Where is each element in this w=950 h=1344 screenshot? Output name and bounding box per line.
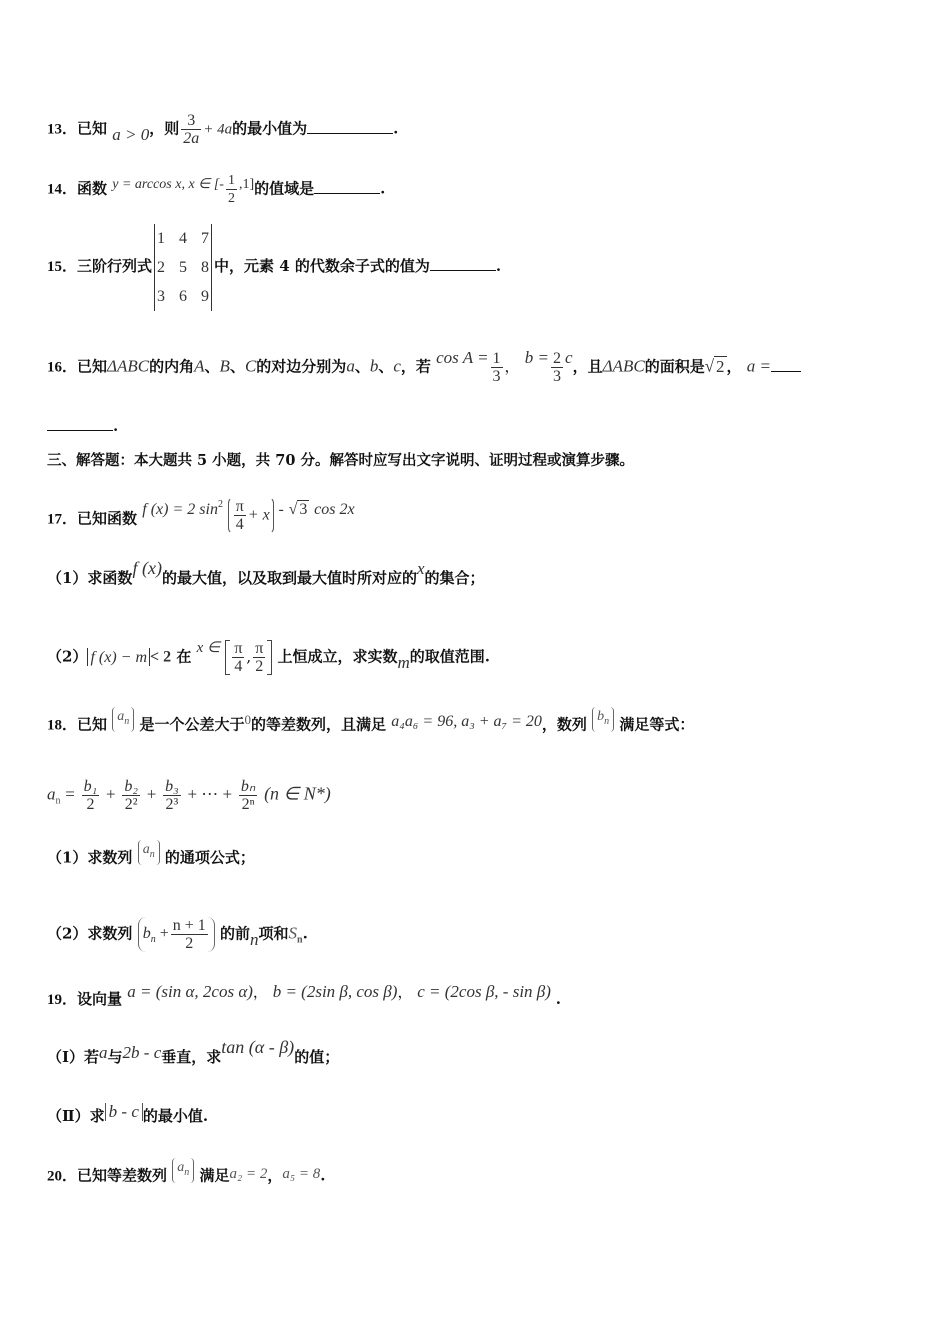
math-expression: < 2 xyxy=(150,648,172,666)
part-label: （2） xyxy=(47,647,88,666)
math-triangle: ΔABC xyxy=(107,356,150,376)
sequence-braces xyxy=(138,917,215,952)
question-15 xyxy=(47,222,501,311)
math-operator: = xyxy=(65,784,75,804)
matrix-cell: 2 xyxy=(157,258,166,276)
punctuation: . xyxy=(113,417,119,435)
fraction-numerator: b₂ xyxy=(124,778,138,795)
separator: ， xyxy=(252,983,268,1001)
sqrt-expression: √ 3 xyxy=(288,500,308,518)
math-var: a xyxy=(177,1160,185,1175)
math-expression: 2b - c xyxy=(122,1043,162,1062)
question-text: 已知 xyxy=(77,119,108,138)
sqrt-expression: √ 2 xyxy=(704,356,725,376)
question-text: 的等差数列，且满足 xyxy=(251,715,387,734)
math-expression: f (x) − m xyxy=(90,648,147,666)
question-text: ，则 xyxy=(149,119,180,138)
fraction-denominator: 2 xyxy=(255,658,264,675)
interval-brackets: $\frac{\pi}{4}$ , $\frac{\pi}{2}$ xyxy=(225,640,272,675)
sequence-braces xyxy=(138,840,160,865)
question-text: ，数列 xyxy=(541,715,587,734)
math-var: a xyxy=(47,784,56,804)
fraction-numerator: b₁ xyxy=(83,778,98,795)
math-exponent: 2 xyxy=(217,498,223,510)
punctuation: . xyxy=(393,119,399,138)
math-var: a xyxy=(346,356,355,376)
punctuation: . xyxy=(302,924,308,943)
math-var: c xyxy=(565,347,573,367)
answer-blank-continued[interactable] xyxy=(47,416,113,431)
part-label: （2）求数列 xyxy=(47,924,133,943)
math-var: x xyxy=(416,559,425,578)
separator: ， xyxy=(267,1166,283,1185)
question-17-part-2 xyxy=(47,640,490,675)
matrix-cell: 9 xyxy=(201,287,210,305)
answer-blank[interactable] xyxy=(771,357,801,372)
question-text: 的最小值为 xyxy=(232,119,308,138)
math-expression: x ∈ xyxy=(196,639,221,656)
fraction-denominator: 3 xyxy=(492,368,501,385)
question-text: 函数 xyxy=(77,179,108,198)
math-operator: - xyxy=(278,500,284,518)
math-var: b xyxy=(142,925,151,943)
math-var: m xyxy=(397,652,410,672)
question-17-part-1 xyxy=(47,558,485,588)
separator: ， xyxy=(397,983,413,1001)
section-heading: 三、解答题：本大题共 5 小题，共 70 分。解答时应写出文字说明、证明过程或演算步骤。 xyxy=(47,452,634,469)
math-operator: + xyxy=(106,784,116,804)
math-condition: a > 0 xyxy=(112,124,150,144)
punctuation: . xyxy=(555,990,561,1008)
math-var: a xyxy=(117,709,125,724)
question-18-part-1 xyxy=(47,842,255,871)
question-text: 已知 xyxy=(77,715,108,734)
matrix-row xyxy=(157,224,209,253)
question-18-equation xyxy=(47,778,331,813)
sqrt-radicand: 2 xyxy=(716,356,725,376)
question-text: 的前 xyxy=(219,924,250,943)
math-expression: + x xyxy=(247,506,270,524)
math-operator: + xyxy=(159,925,169,943)
separator: 、 xyxy=(229,357,245,376)
question-16-continued xyxy=(47,416,118,436)
question-text: 的值域是 xyxy=(254,179,315,198)
separator: 、 xyxy=(354,357,370,376)
math-operator: + ⋯ + xyxy=(187,784,233,804)
question-number: 19． xyxy=(47,992,78,1008)
question-text: 已知函数 xyxy=(77,509,138,528)
math-var: B xyxy=(219,356,230,376)
fraction-numerator: π xyxy=(234,640,243,657)
question-text: 的面积是 xyxy=(644,357,705,376)
math-expression: f (x) = 2 sin xyxy=(142,500,218,518)
question-19-part-1 xyxy=(47,1037,340,1067)
fraction-denominator: 2 xyxy=(227,191,235,206)
sequence-braces xyxy=(112,707,134,732)
math-condition: a₅ = 8 xyxy=(282,1165,321,1182)
fraction-numerator: 2 xyxy=(553,350,562,367)
fraction-numerator: π xyxy=(235,498,244,515)
question-text: 三阶行列式 xyxy=(77,257,153,275)
matrix-cell: 6 xyxy=(179,287,188,305)
fraction-denominator: 4 xyxy=(234,658,243,675)
matrix-row xyxy=(157,253,209,282)
math-subscript: n xyxy=(150,934,156,946)
question-text: ，若 xyxy=(400,357,431,376)
fraction-term xyxy=(163,778,181,813)
question-text: 的值； xyxy=(294,1048,340,1066)
math-var: b xyxy=(597,709,605,724)
absolute-value xyxy=(105,1103,143,1121)
question-14 xyxy=(47,172,385,207)
question-text: 已知 xyxy=(77,357,108,376)
question-text: ，且 xyxy=(572,357,603,376)
question-text: 的取值范围. xyxy=(409,647,491,666)
answer-blank[interactable] xyxy=(314,179,380,194)
question-text: 与 xyxy=(107,1048,123,1066)
question-13 xyxy=(47,112,398,147)
separator: 、 xyxy=(204,357,220,376)
answer-blank[interactable] xyxy=(307,119,393,134)
math-subscript: n xyxy=(55,795,61,807)
fraction-denominator: 2² xyxy=(124,796,138,813)
function-definition xyxy=(142,498,355,533)
question-text: 垂直，求 xyxy=(161,1048,222,1066)
question-number: 15． xyxy=(47,259,78,275)
question-text: 的通项公式； xyxy=(164,848,255,867)
math-subscript: n xyxy=(124,716,130,727)
question-text: 的对边分别为 xyxy=(256,357,347,376)
math-vector-a: a = (sin α, 2cos α) xyxy=(127,982,253,1001)
question-18-part-2 xyxy=(47,917,308,952)
math-subscript: n xyxy=(184,1167,190,1178)
fraction-denominator: 4 xyxy=(235,516,244,533)
fraction-denominator: 2 xyxy=(86,796,95,813)
fraction-numerator: π xyxy=(255,640,264,657)
math-expression: b = xyxy=(524,347,550,367)
determinant-matrix xyxy=(154,224,212,311)
math-expression: y = arccos x, x ∈ [- xyxy=(112,176,224,192)
fraction-numerator: 1 xyxy=(227,173,235,188)
fraction-denominator: 3 xyxy=(553,368,562,385)
answer-blank[interactable] xyxy=(430,256,496,271)
question-19 xyxy=(47,982,561,1010)
fraction-numerator: bₙ xyxy=(240,778,256,795)
question-text: 设向量 xyxy=(77,990,123,1008)
question-number: 18． xyxy=(47,717,78,734)
fraction-term xyxy=(239,778,257,813)
math-expression: a = xyxy=(746,356,772,376)
math-number: 0 xyxy=(244,711,252,727)
punctuation: . xyxy=(495,257,502,275)
matrix-cell: 4 xyxy=(179,229,188,247)
fraction-numerator: b₃ xyxy=(165,778,179,795)
math-condition: a₂ = 2 xyxy=(229,1165,268,1182)
question-text: 满足等式： xyxy=(619,715,695,734)
question-number: 14． xyxy=(47,181,78,198)
fraction-denominator: 2ⁿ xyxy=(241,796,255,813)
separator: ， xyxy=(726,357,742,376)
math-condition: (n ∈ N*) xyxy=(264,783,331,804)
question-text: 是一个公差大于 xyxy=(139,715,245,734)
question-text: 满足 xyxy=(199,1166,230,1185)
matrix-cell: 1 xyxy=(157,229,166,247)
punctuation: . xyxy=(320,1166,326,1185)
fraction xyxy=(226,172,237,207)
matrix-cell: 7 xyxy=(201,229,210,247)
part-label: （1）求函数 xyxy=(47,569,133,587)
fraction-denominator: 2a xyxy=(183,130,200,147)
part-label: （Ⅰ）若 xyxy=(47,1048,100,1066)
question-number: 13． xyxy=(47,121,78,138)
vector-definitions xyxy=(127,983,555,1001)
math-var: a xyxy=(99,1043,108,1062)
parentheses-group xyxy=(228,497,274,534)
math-expression: b - c xyxy=(108,1102,139,1121)
question-19-part-2 xyxy=(47,1102,209,1126)
fraction-term xyxy=(122,778,140,813)
fraction xyxy=(171,917,208,952)
math-function: f (x) xyxy=(132,558,162,578)
question-text: 的集合； xyxy=(424,569,485,587)
sqrt-radicand: 3 xyxy=(299,500,308,518)
math-var: n xyxy=(250,929,259,949)
question-text: 在 xyxy=(176,647,192,666)
question-18 xyxy=(47,709,695,738)
matrix-cell: 3 xyxy=(157,287,166,305)
question-text: 中，元素 4 的代数余子式的值为 xyxy=(214,257,430,275)
fraction-denominator: 2 xyxy=(185,935,194,952)
separator: ， xyxy=(504,357,520,376)
math-expression: cos A = xyxy=(436,347,489,367)
matrix-row xyxy=(157,282,209,311)
math-var: a xyxy=(142,842,150,857)
fraction-numerator: n + 1 xyxy=(172,917,206,934)
separator: 、 xyxy=(378,357,394,376)
math-var: A xyxy=(194,356,205,376)
fraction xyxy=(551,350,563,385)
question-text: 上恒成立，求实数 xyxy=(277,647,398,666)
math-expression: ,1] xyxy=(238,176,255,192)
fraction-numerator: 3 xyxy=(181,112,201,130)
question-text: 已知等差数列 xyxy=(77,1166,168,1185)
sequence-braces xyxy=(172,1158,194,1183)
math-var: S xyxy=(288,923,298,943)
question-16 xyxy=(47,347,801,385)
question-text: 的最小值. xyxy=(142,1107,209,1125)
math-vector-b: b = (2sin β, cos β) xyxy=(272,982,398,1001)
question-17 xyxy=(47,495,355,544)
fraction xyxy=(234,498,246,533)
question-number: 16． xyxy=(47,359,78,376)
math-var: c xyxy=(393,356,401,376)
math-expression: + 4a xyxy=(203,121,233,138)
part-label: （1）求数列 xyxy=(47,848,133,867)
matrix-cell: 5 xyxy=(179,258,188,276)
question-number: 20． xyxy=(47,1168,78,1185)
fraction-numerator: 1 xyxy=(492,350,501,367)
math-subscript: n xyxy=(149,849,155,860)
math-expression: tan (α - β) xyxy=(221,1037,295,1057)
question-text: 的内角 xyxy=(149,357,195,376)
question-text: 项和 xyxy=(258,924,289,943)
question-20 xyxy=(47,1160,326,1189)
fraction xyxy=(232,640,244,675)
question-text: 的最大值，以及取到最大值时所对应的 xyxy=(161,569,417,587)
part-label: （Ⅱ）求 xyxy=(47,1107,105,1125)
math-operator: + xyxy=(146,784,157,804)
matrix-cell: 8 xyxy=(201,258,210,276)
math-subscript: n xyxy=(604,716,610,727)
punctuation: . xyxy=(380,179,386,198)
fraction xyxy=(491,350,503,385)
fraction-term xyxy=(82,778,100,813)
math-subscript: n xyxy=(297,934,303,946)
math-var: C xyxy=(244,356,257,376)
math-triangle: ΔABC xyxy=(602,356,645,376)
math-condition: a₄a₆ = 96, a₃ + a₇ = 20 xyxy=(391,712,542,730)
math-vector-c: c = (2cos β, - sin β) xyxy=(417,982,551,1001)
fraction xyxy=(181,112,201,147)
math-expression: cos 2x xyxy=(314,500,355,518)
math-var: b xyxy=(369,356,379,376)
question-number: 17． xyxy=(47,511,78,528)
absolute-value xyxy=(87,648,150,666)
fraction xyxy=(253,640,265,675)
sequence-braces xyxy=(592,707,614,732)
fraction-denominator: 2³ xyxy=(165,796,179,813)
